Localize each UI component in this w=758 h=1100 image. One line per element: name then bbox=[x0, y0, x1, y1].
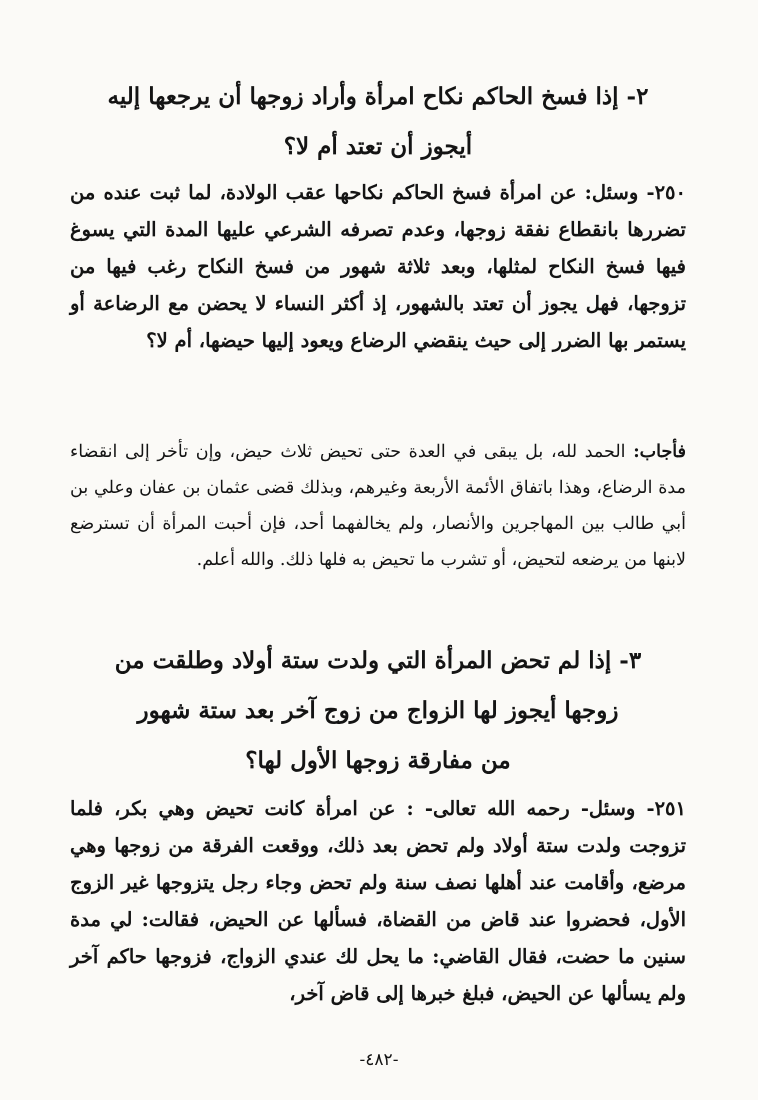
section-2-heading-line-1: ٢- إذا فسخ الحاكم نكاح امرأة وأراد زوجها أن يرجعها إليه bbox=[107, 83, 649, 110]
answer-250 bbox=[70, 434, 686, 578]
question-251-number: ٢٥١- bbox=[646, 797, 686, 820]
section-2-heading bbox=[70, 72, 686, 172]
page-number: -٤٨٢- bbox=[359, 1050, 399, 1070]
section-3-heading-line-1: ٣- إذا لم تحض المرأة التي ولدت ستة أولاد وطلقت من bbox=[114, 647, 642, 674]
question-251 bbox=[70, 790, 686, 1012]
question-250-number: ٢٥٠- bbox=[646, 181, 686, 204]
answer-250-text: الحمد لله، بل يبقى في العدة حتى تحيض ثلاث حيض، وإن تأخر إلى انقضاء مدة الرضاع، وهذا باتفاق الأئمة الأربعة وغيرهم، وبذلك قضى عثمان بن عفان وعلي بن أبي طالب بين المهاجرين والأنصار، ولم يخالفهما أحد، فإن أحبت المرأة أن تسترضع لابنها من يرضعه لتحيض، أو تشرب ما تحيض به فلها ذلك. والله أعلم. bbox=[70, 442, 686, 570]
section-2-heading-line-2: أيجوز أن تعتد أم لا؟ bbox=[283, 133, 473, 160]
section-3-heading-line-3: من مفارقة زوجها الأول لها؟ bbox=[245, 747, 511, 774]
question-251-text: وسئل- رحمه الله تعالى- : عن امرأة كانت تحيض وهي بكر، فلما تزوجت ولدت ستة أولاد ولم تحض بعد ذلك، ووقعت الفرقة من زوجها وهي مرضع، وأقامت عند أهلها نصف سنة ولم تحض وجاء رجل يتزوجها غير الزوج الأول، فحضروا عند قاض من القضاة، فسألها عن الحيض، فقالت: لي مدة سنين ما حضت، فقال القاضي: ما يحل لك عندي الزواج، فزوجها حاكم آخر ولم يسألها عن الحيض، فبلغ خبرها إلى قاض آخر، bbox=[70, 797, 686, 1005]
answer-250-label: فأجاب: bbox=[633, 442, 686, 462]
section-3-heading bbox=[70, 636, 686, 786]
section-3-heading-line-2: زوجها أيجوز لها الزواج من زوج آخر بعد ستة شهور bbox=[137, 697, 619, 724]
question-250 bbox=[70, 174, 686, 359]
question-250-text: وسئل: عن امرأة فسخ الحاكم نكاحها عقب الولادة، لما ثبت عنده من تضررها بانقطاع نفقة زوجها، وعدم تصرفه الشرعي عليها المدة التي يسوغ فيها فسخ النكاح لمثلها، وبعد ثلاثة شهور من فسخ النكاح رغب فيها من تزوجها، فهل يجوز أن تعتد بالشهور، إذ أكثر النساء لا يحضن مع الرضاعة أو يستمر بها الضرر إلى حيث ينقضي الرضاع ويعود إليها حيضها، أم لا؟ bbox=[70, 181, 686, 352]
